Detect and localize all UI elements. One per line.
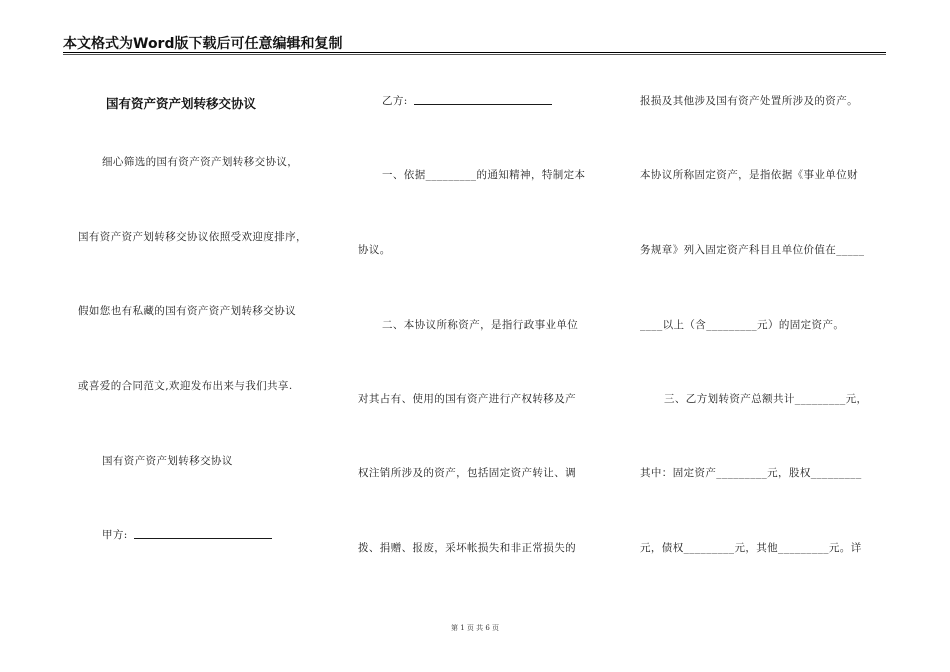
clause-2-line-1: 二、本协议所称资产，是指行政事业单位 — [382, 319, 579, 331]
text-column-3 — [640, 0, 890, 672]
fixed-asset-definition-line-2: 务规章》列入固定资产科目且单位价值在_____ — [640, 244, 865, 256]
party-a-label: 甲方: — [102, 529, 128, 541]
clause-3-line-3: 元，债权_________元，其他_________元。详 — [640, 542, 862, 554]
clause-1-line-1: 一、依据_________的通知精神，特制定本 — [382, 169, 586, 181]
intro-line-4: 或喜爱的合同范文,欢迎发布出来与我们共享. — [78, 380, 293, 392]
intro-line-2: 国有资产资产划转移交协议依照受欢迎度排序， — [78, 231, 307, 243]
agreement-subtitle: 国有资产资产划转移交协议 — [102, 455, 233, 467]
fixed-asset-definition-line-3: ____以上（含_________元）的固定资产。 — [640, 319, 845, 331]
party-a-field — [102, 528, 272, 542]
clause-3-line-1: 三、乙方划转资产总额共计_________元， — [664, 393, 868, 405]
intro-line-3: 假如您也有私藏的国有资产资产划转移交协议 — [78, 305, 296, 317]
fixed-asset-definition-line-1: 本协议所称固定资产，是指依据《事业单位财 — [640, 169, 858, 181]
party-b-field — [382, 94, 552, 108]
clause-2-line-4: 拨、捐赠、报废，采坏帐损失和非正常损失的 — [358, 542, 576, 554]
text-column-1 — [78, 0, 328, 672]
clause-2-line-3: 权注销所涉及的资产，包括固定资产转让、调 — [358, 467, 576, 479]
clause-3-line-2: 其中：固定资产_________元，股权_________ — [640, 467, 862, 479]
document-header-title: 本文格式为Word版下载后可任意编辑和复制 — [63, 36, 343, 52]
clause-2-line-2: 对其占有、使用的国有资产进行产权转移及产 — [358, 393, 576, 405]
party-a-blank-line — [134, 538, 272, 539]
party-b-label: 乙方: — [382, 95, 408, 107]
intro-line-1: 细心筛选的国有资产资产划转移交协议， — [102, 156, 299, 168]
clause-1-line-2: 协议。 — [358, 244, 391, 256]
agreement-title: 国有资产资产划转移交协议 — [106, 96, 257, 111]
text-column-2 — [358, 0, 608, 672]
clause-2-line-5: 报损及其他涉及国有资产处置所涉及的资产。 — [640, 95, 858, 107]
page-number: 第 1 页 共 6 页 — [450, 624, 500, 632]
party-b-blank-line — [414, 104, 552, 105]
